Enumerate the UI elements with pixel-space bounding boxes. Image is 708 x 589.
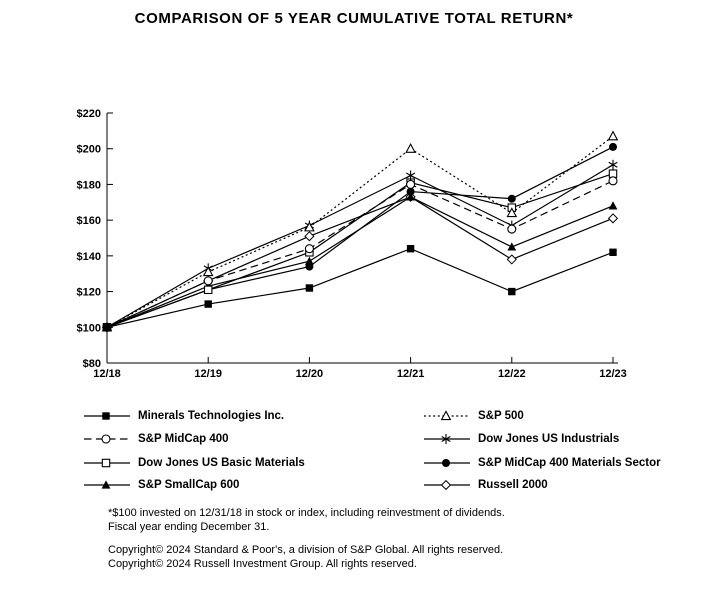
footnote-spacer [108,534,505,544]
y-tick-label: $120 [76,286,101,299]
x-tick-label: 12/19 [194,368,222,380]
series-marker-group [103,143,617,331]
legend-label: S&P SmallCap 600 [138,478,240,491]
y-tick-label: $220 [76,108,101,120]
series-line [107,197,613,327]
legend-item [424,455,661,470]
legend-item [84,431,229,446]
x-tick-label: 12/18 [93,368,121,380]
legend-asterisk-swatch-icon [424,432,470,446]
series-line [107,249,613,328]
legend-filled-square-swatch-icon [84,409,130,423]
footnotes [108,507,505,571]
legend-item [424,477,548,492]
legend-filled-circle-swatch-icon [424,456,470,470]
series-line [107,165,613,327]
legend-filled-triangle-swatch-icon [84,478,130,492]
series-marker-group [103,160,618,332]
legend-open-square-swatch-icon [84,456,130,470]
copyright-russell: Copyright© 2024 Russell Investment Group. All rights reserved. [108,557,417,570]
series-marker-group [103,170,616,331]
axes [107,113,618,363]
y-tick-label: $200 [76,143,101,156]
y-tick-label: $180 [76,179,101,192]
legend-item [84,455,305,470]
legend-label: Dow Jones US Industrials [478,432,620,445]
series-lines [107,136,613,327]
series-marker-group [103,245,616,331]
legend-label: S&P 500 [478,409,524,422]
x-tick-label: 12/21 [396,368,425,380]
legend-label: Minerals Technologies Inc. [138,409,285,422]
line-chart-plot [0,85,708,395]
x-tick-label: 12/22 [498,368,526,380]
legend-open-triangle-swatch-icon [424,409,470,423]
axis-tick-labels [77,108,627,380]
y-tick-label: $140 [76,250,101,263]
x-tick-label: 12/20 [295,368,324,380]
legend-label: Russell 2000 [478,478,548,491]
y-tick-label: $160 [76,215,101,228]
legend-item [84,408,284,423]
footnote-invested: *$100 invested on 12/31/18 in stock or index, including reinvestment of dividends. [108,507,505,519]
legend-open-circle-swatch-icon [84,432,130,446]
series-line [107,174,613,328]
legend-item [424,408,524,423]
chart-title: COMPARISON OF 5 YEAR CUMULATIVE TOTAL RETURN* [134,10,574,27]
legend-label: S&P MidCap 400 [138,432,229,445]
legend-label: S&P MidCap 400 Materials Sector [478,456,661,469]
legend-item [424,431,619,446]
legend-label: Dow Jones US Basic Materials [138,456,305,469]
y-tick-label: $100 [76,322,101,335]
series-marker-group [103,132,618,331]
series-line [107,181,613,327]
y-tick-label: $80 [82,358,101,370]
copyright-sp-global: Copyright© 2024 Standard & Poor's, a division of S&P Global. All rights reserved. [108,544,504,556]
footnote-fiscal-year: Fiscal year ending December 31. [108,520,270,533]
series-markers [103,132,618,333]
legend-item [84,477,239,492]
x-tick-label: 12/23 [599,368,627,380]
legend-open-diamond-swatch-icon [424,478,470,492]
